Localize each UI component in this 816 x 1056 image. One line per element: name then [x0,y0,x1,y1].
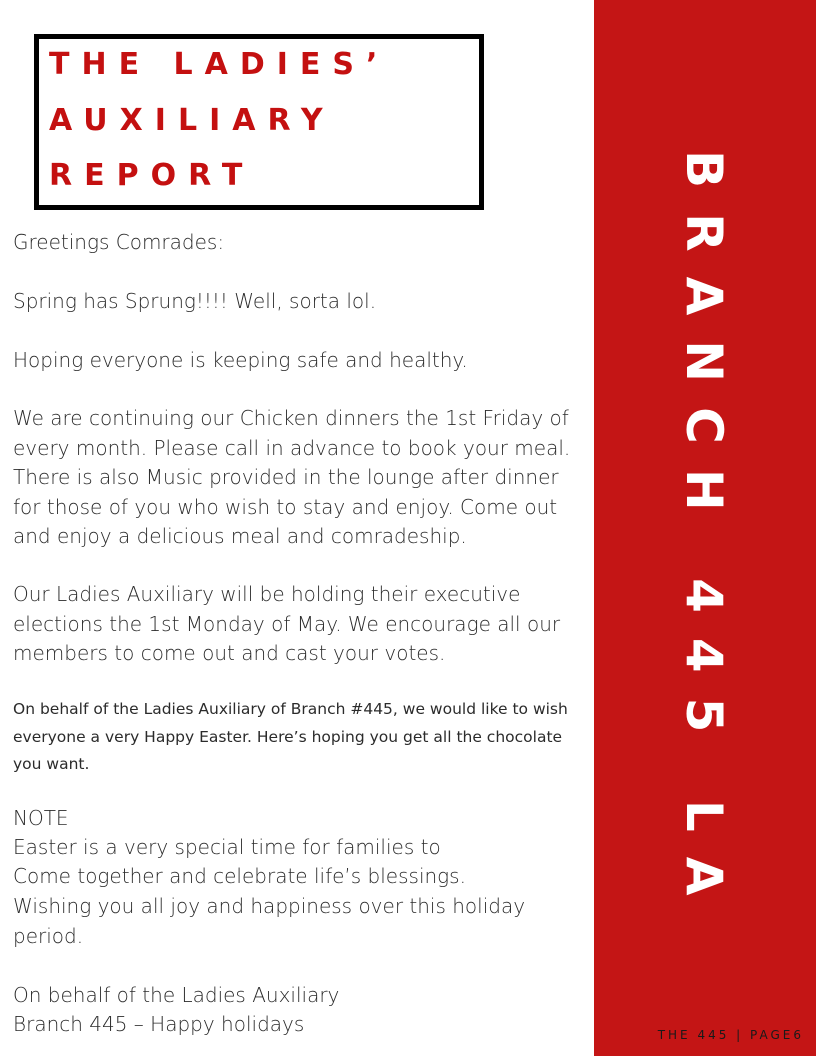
sidebar-vertical-text: BRANCH 445 LA [675,150,733,921]
note-line-3: Wishing you all joy and happiness over this holiday period. [13,894,526,948]
closing-line-2: Branch 445 – Happy holidays [13,1012,305,1036]
page-footer: THE 445 | PAGE6 [657,1028,804,1042]
greeting-paragraph: Greetings Comrades: [13,230,225,254]
easter-wish-paragraph: On behalf of the Ladies Auxiliary of Branch #445, we would like to wish everyone a very Happy Easter. Here’s hoping you get all the chocolate you want. [13,700,568,773]
note-line-1: Easter is a very special time for families to [13,835,441,859]
chicken-dinner-paragraph: We are continuing our Chicken dinners the 1st Friday of every month. Please call in advance to book your meal. There is also Music provided in the lounge after dinner for those of you who wish to stay and enjoy. Come out and enjoy a delicious meal and comradeship. [13,406,571,548]
title-line-1: THE LADIES’ [49,47,390,82]
note-line-2: Come together and celebrate life’s blessings. [13,864,466,888]
hoping-paragraph: Hoping everyone is keeping safe and healthy. [13,348,468,372]
title-box [34,34,484,210]
closing-line-1: On behalf of the Ladies Auxiliary [13,983,340,1007]
title-line-3: REPORT [49,158,255,193]
title-line-2: AUXILIARY [49,103,335,138]
spring-paragraph: Spring has Sprung!!!! Well, sorta lol. [13,289,377,313]
note-label: NOTE [13,806,69,830]
elections-paragraph: Our Ladies Auxiliary will be holding their executive elections the 1st Monday of May. We encourage all our members to come out and cast your votes. [13,582,561,665]
